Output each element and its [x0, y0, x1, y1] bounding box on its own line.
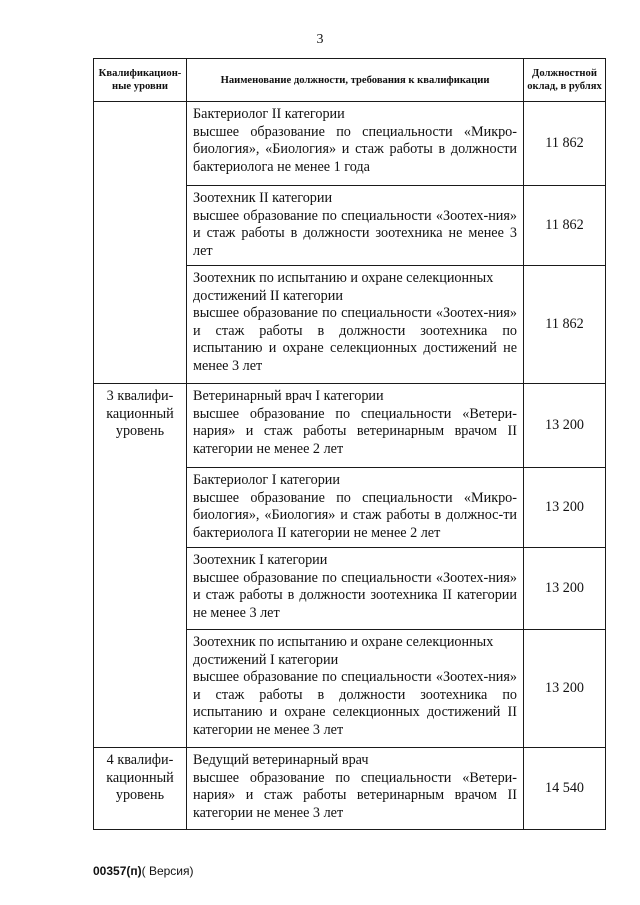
- table-row: [94, 102, 606, 186]
- position-title: Бактериолог II категории: [193, 106, 345, 122]
- header-levels: Квалификацион-ные уровни: [94, 59, 187, 102]
- position-cell: [187, 468, 524, 548]
- position-cell: [187, 186, 524, 266]
- document-footer: [93, 864, 194, 878]
- salary-cell: 13 200: [524, 630, 606, 748]
- position-requirement: высшее образование по специальности «Зоотех-ния» и стаж работы в должности зоотехника по испытанию и охране селекционных достижений не менее 3 лет: [193, 305, 517, 374]
- document-code: 00357(п): [93, 864, 142, 878]
- position-title: Ведущий ветеринарный врач: [193, 752, 369, 768]
- page-number: 3: [316, 32, 324, 47]
- header-position: Наименование должности, требования к квалификации: [187, 59, 524, 102]
- salary-cell: 14 540: [524, 748, 606, 830]
- position-requirement: высшее образование по специальности «Ветери-нария» и стаж работы ветеринарным врачом II категории не менее 2 лет: [193, 405, 517, 457]
- header-salary: Должностной оклад, в рублях: [524, 59, 606, 102]
- position-title: Ветеринарный врач I категории: [193, 388, 384, 404]
- table-row: [94, 748, 606, 830]
- position-requirement: высшее образование по специальности «Зоотех-ния» и стаж работы в должности зоотехника II категории не менее 3 лет: [193, 569, 517, 621]
- salary-cell: 11 862: [524, 102, 606, 186]
- position-cell: [187, 548, 524, 630]
- table-row: [94, 384, 606, 468]
- position-title: Зоотехник II категории: [193, 190, 333, 206]
- position-cell: [187, 266, 524, 384]
- salary-cell: 11 862: [524, 266, 606, 384]
- document-version: ( Версия): [141, 864, 194, 878]
- qualification-table: [93, 58, 606, 830]
- table-header-row: [94, 59, 606, 102]
- position-title: Бактериолог I категории: [193, 472, 340, 488]
- position-title: Зоотехник по испытанию и охране селекционных достижений II категории: [193, 270, 494, 304]
- position-requirement: высшее образование по специальности «Микро-биология», «Биология» и стаж работы в должнос-ти бактериолога II категории не менее 2 лет: [193, 489, 517, 541]
- position-cell: [187, 748, 524, 830]
- position-requirement: высшее образование по специальности «Ветери-нария» и стаж работы ветеринарным врачом II категории не менее 3 лет: [193, 769, 517, 821]
- position-requirement: высшее образование по специальности «Микро-биология», «Биология» и стаж работы в должности бактериолога не менее 1 года: [193, 123, 517, 175]
- position-requirement: высшее образование по специальности «Зоотех-ния» и стаж работы в должности зоотехника по испытанию и охране селекционных достижений II категории не менее 3 лет: [193, 669, 517, 738]
- position-title: Зоотехник по испытанию и охране селекционных достижений I категории: [193, 634, 494, 668]
- position-requirement: высшее образование по специальности «Зоотех-ния» и стаж работы в должности зоотехника не менее 3 лет: [193, 207, 517, 259]
- position-cell: [187, 630, 524, 748]
- level-cell: 3 квалифи-кационный уровень: [94, 384, 187, 748]
- level-cell: 4 квалифи-кационный уровень: [94, 748, 187, 830]
- salary-cell: 13 200: [524, 468, 606, 548]
- position-cell: [187, 384, 524, 468]
- position-title: Зоотехник I категории: [193, 552, 328, 568]
- salary-cell: 11 862: [524, 186, 606, 266]
- salary-cell: 13 200: [524, 548, 606, 630]
- level-cell: [94, 102, 187, 384]
- position-cell: [187, 102, 524, 186]
- salary-cell: 13 200: [524, 384, 606, 468]
